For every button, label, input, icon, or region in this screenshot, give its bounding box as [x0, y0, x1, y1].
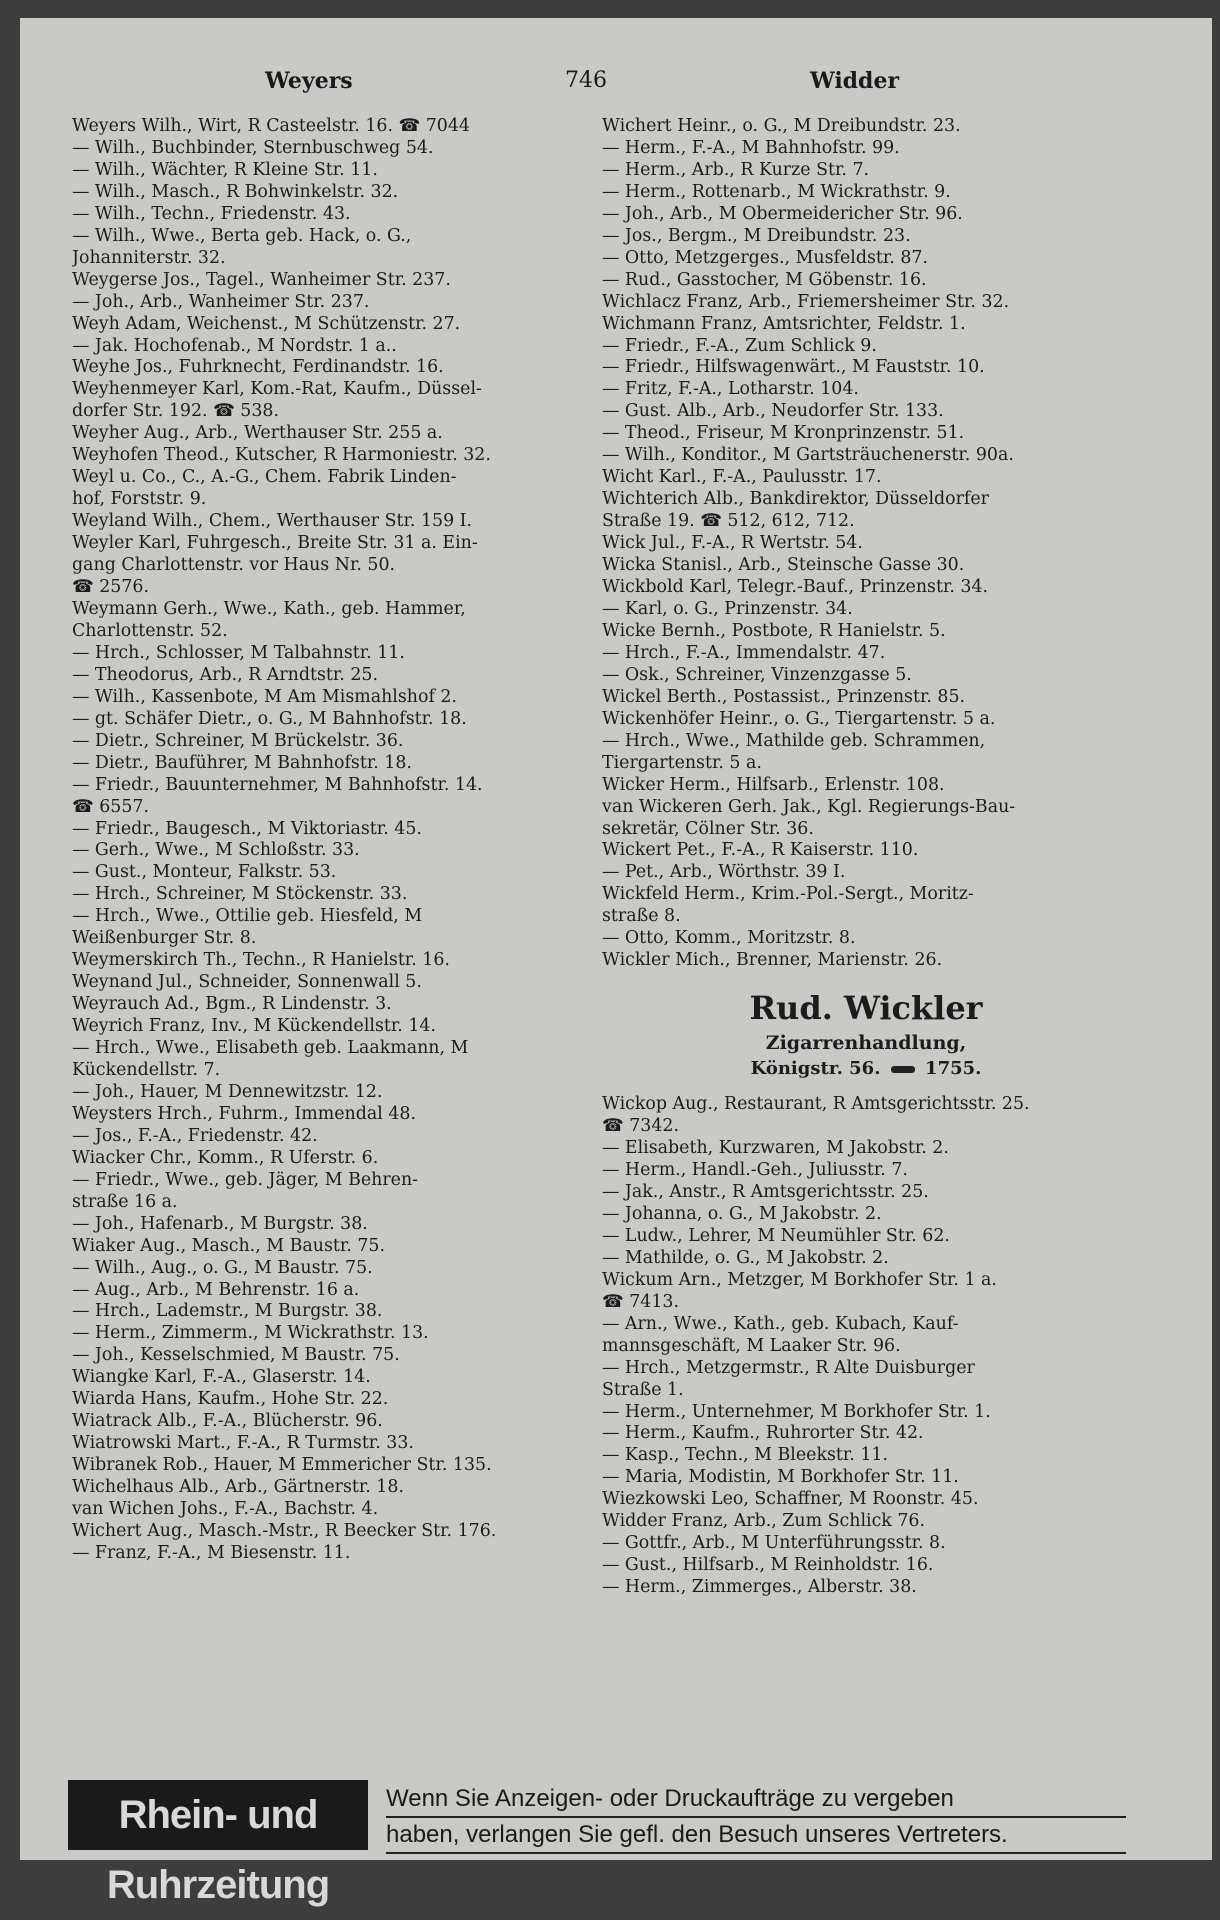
left-column-entry: Kückendellstr. 7.: [72, 1059, 221, 1080]
left-column-entry: Weysters Hrch., Fuhrm., Immendal 48.: [72, 1103, 416, 1124]
footer-advertisement: [68, 1778, 1138, 1907]
left-column-entry: Weyrauch Ad., Bgm., R Lindenstr. 3.: [72, 994, 392, 1015]
right-column-entry: — Elisabeth, Kurzwaren, M Jakobstr. 2.: [602, 1138, 949, 1159]
left-column-entry: — Franz, F.-A., M Biesenstr. 11.: [72, 1542, 351, 1563]
left-column-entry: — Jos., F.-A., Friedenstr. 42.: [72, 1125, 318, 1146]
left-column-entry: — Wilh., Wwe., Berta geb. Hack, o. G.,: [72, 225, 412, 246]
right-column-entry: ☎ 7342.: [602, 1116, 679, 1137]
left-column-entry: — Aug., Arb., M Behrenstr. 16 a.: [72, 1279, 360, 1300]
right-column-entry: — Herm., Kaufm., Ruhrorter Str. 42.: [602, 1423, 924, 1444]
left-column-entry: Weyhenmeyer Karl, Kom.-Rat, Kaufm., Düssel-: [72, 379, 482, 400]
right-column-entry: — Herm., Arb., R Kurze Str. 7.: [602, 159, 870, 180]
right-column: [602, 116, 1130, 1599]
left-column-entry: Weyler Karl, Fuhrgesch., Breite Str. 31 a. Ein-: [72, 533, 478, 554]
right-column-entry: Wicke Bernh., Postbote, R Hanielstr. 5.: [602, 620, 946, 641]
right-column-entry: — Gottfr., Arb., M Unterführungsstr. 8.: [602, 1533, 946, 1554]
right-column-entry: — Herm., Zimmerges., Alberstr. 38.: [602, 1577, 917, 1598]
right-column-entry: Wickert Pet., F.-A., R Kaiserstr. 110.: [602, 840, 919, 861]
left-column-entry: — Gust., Monteur, Falkstr. 53.: [72, 862, 337, 883]
left-column-entry: — Wilh., Masch., R Bohwinkelstr. 32.: [72, 181, 399, 202]
left-column-entry: Weyhofen Theod., Kutscher, R Harmoniestr. 32.: [72, 445, 491, 466]
right-column-entry: — Maria, Modistin, M Borkhofer Str. 11.: [602, 1467, 959, 1488]
left-column-entry: — Hrch., Schreiner, M Stöckenstr. 33.: [72, 884, 408, 905]
right-column-entry: sekretär, Cölner Str. 36.: [602, 818, 814, 839]
right-column-entry: — Johanna, o. G., M Jakobstr. 2.: [602, 1203, 882, 1224]
left-column-entry: — Hrch., Schlosser, M Talbahnstr. 11.: [72, 642, 405, 663]
right-column-entry: — Jak., Anstr., R Amtsgerichtsstr. 25.: [602, 1181, 929, 1202]
left-column-entry: straße 16 a.: [72, 1191, 178, 1212]
left-column-entry: Weyland Wilh., Chem., Werthauser Str. 159 I.: [72, 511, 473, 532]
left-column-entry: gang Charlottenstr. vor Haus Nr. 50.: [72, 555, 396, 576]
right-column-entry: Wickop Aug., Restaurant, R Amtsgerichtsstr. 25.: [602, 1094, 1030, 1115]
footer-text: [386, 1782, 1126, 1854]
left-column-entry: — Friedr., Bauunternehmer, M Bahnhofstr. 14.: [72, 774, 483, 795]
left-column-entry: — Joh., Hauer, M Dennewitzstr. 12.: [72, 1081, 383, 1102]
left-column-entry: Weyers Wilh., Wirt, R Casteelstr. 16. ☎ 7044: [72, 116, 470, 136]
page-number: 746: [565, 68, 607, 93]
left-column-entry: van Wichen Johs., F.-A., Bachstr. 4.: [72, 1499, 379, 1520]
left-column-entry: Johanniterstr. 32.: [72, 247, 226, 268]
right-column-entry: — Otto, Metzgerges., Musfeldstr. 87.: [602, 247, 928, 268]
right-column-entry: — Fritz, F.-A., Lotharstr. 104.: [602, 379, 859, 400]
right-column-entry: — Herm., Unternehmer, M Borkhofer Str. 1.: [602, 1401, 991, 1422]
right-column-entry: — Rud., Gasstocher, M Göbenstr. 16.: [602, 269, 927, 290]
right-column-entry: Wickfeld Herm., Krim.-Pol.-Sergt., Moritz-: [602, 884, 974, 905]
left-column-entry: Weygerse Jos., Tagel., Wanheimer Str. 237.: [72, 269, 451, 290]
ad-title: Rud. Wickler: [749, 989, 983, 1028]
telephone-icon: [891, 1066, 915, 1073]
left-column-entry: — Wilh., Techn., Friedenstr. 43.: [72, 203, 351, 224]
left-column-entry: Wiatrack Alb., F.-A., Blücherstr. 96.: [72, 1411, 383, 1432]
right-column-entry: Wickbold Karl, Telegr.-Bauf., Prinzenstr. 34.: [602, 577, 989, 598]
advertisement: [602, 986, 1130, 1082]
header-right-keyword: Widder: [810, 68, 900, 94]
right-column-entry: mannsgeschäft, M Laaker Str. 96.: [602, 1335, 901, 1356]
left-column-entry: — Friedr., Wwe., geb. Jäger, M Behren-: [72, 1169, 419, 1190]
left-column-entry: — Joh., Hafenarb., M Burgstr. 38.: [72, 1213, 368, 1234]
left-column-entry: Wiacker Chr., Komm., R Uferstr. 6.: [72, 1147, 379, 1168]
left-column-entry: — Hrch., Lademstr., M Burgstr. 38.: [72, 1301, 383, 1322]
right-column-entry: — Friedr., F.-A., Zum Schlick 9.: [602, 335, 877, 356]
left-column-entry: — Wilh., Kassenbote, M Am Mismahlshof 2.: [72, 686, 458, 707]
left-column-entry: — Dietr., Bauführer, M Bahnhofstr. 18.: [72, 752, 412, 773]
right-column-entry: Straße 19. ☎ 512, 612, 712.: [602, 511, 855, 532]
footer-line-2: haben, verlangen Sie gefl. den Besuch unseres Vertreters.: [386, 1818, 1126, 1854]
right-column-entry: Straße 1.: [602, 1379, 684, 1400]
right-column-entry: straße 8.: [602, 906, 681, 927]
left-column-entry: Wiarda Hans, Kaufm., Hohe Str. 22.: [72, 1389, 389, 1410]
right-column-top-entries: [602, 116, 1130, 972]
right-column-entry: van Wickeren Gerh. Jak., Kgl. Regierungs-Bau-: [602, 796, 1016, 817]
right-column-entry: — Friedr., Hilfswagenwärt., M Fauststr. 10.: [602, 357, 985, 378]
newspaper-banner: Rhein- und Ruhrzeitung: [68, 1780, 368, 1850]
left-column-entry: — Joh., Kesselschmied, M Baustr. 75.: [72, 1345, 400, 1366]
right-column-entry: Wickum Arn., Metzger, M Borkhofer Str. 1 a.: [602, 1269, 997, 1290]
right-column-entry: — Wilh., Konditor., M Gartsträuchenerstr. 90a.: [602, 445, 1014, 466]
right-column-entry: Widder Franz, Arb., Zum Schlick 76.: [602, 1511, 926, 1532]
left-column-entry: Wichert Aug., Masch.-Mstr., R Beecker Str. 176.: [72, 1521, 497, 1541]
left-column-entry: — Wilh., Buchbinder, Sternbuschweg 54.: [72, 137, 434, 158]
right-column-entry: — Pet., Arb., Wörthstr. 39 I.: [602, 862, 846, 883]
left-column-entry: Wibranek Rob., Hauer, M Emmericher Str. 135.: [72, 1455, 492, 1476]
right-column-entry: Tiergartenstr. 5 a.: [602, 752, 762, 773]
left-column-entry: Weyher Aug., Arb., Werthauser Str. 255 a.: [72, 423, 443, 444]
right-column-entry: Wichmann Franz, Amtsrichter, Feldstr. 1.: [602, 313, 966, 334]
page-header: [20, 68, 1212, 108]
right-column-entry: — Hrch., F.-A., Immendalstr. 47.: [602, 642, 886, 663]
left-column-entry: Weyh Adam, Weichenst., M Schützenstr. 27.: [72, 313, 461, 334]
right-column-entry: — Joh., Arb., M Obermeidericher Str. 96.: [602, 203, 963, 224]
left-column-entry: Weyrich Franz, Inv., M Kückendellstr. 14.: [72, 1016, 436, 1037]
right-column-entry: — Jos., Bergm., M Dreibundstr. 23.: [602, 225, 911, 246]
directory-page: [20, 18, 1212, 1907]
left-column-entry: — gt. Schäfer Dietr., o. G., M Bahnhofstr. 18.: [72, 708, 467, 729]
right-column-entry: — Kasp., Techn., M Bleekstr. 11.: [602, 1445, 889, 1466]
right-column-entry: — Karl, o. G., Prinzenstr. 34.: [602, 598, 853, 619]
right-column-entry: — Hrch., Wwe., Mathilde geb. Schrammen,: [602, 730, 986, 751]
right-column-entry: Wickenhöfer Heinr., o. G., Tiergartenstr. 5 a.: [602, 708, 996, 729]
right-column-entry: — Herm., Rottenarb., M Wickrathstr. 9.: [602, 181, 951, 202]
right-column-entry: Wichlacz Franz, Arb., Friemersheimer Str. 32.: [602, 291, 1010, 312]
right-column-entry: — Ludw., Lehrer, M Neumühler Str. 62.: [602, 1225, 950, 1246]
left-column-entry: Weißenburger Str. 8.: [72, 928, 257, 949]
right-column-entry: — Arn., Wwe., Kath., geb. Kubach, Kauf-: [602, 1313, 959, 1334]
right-column-entry: — Otto, Komm., Moritzstr. 8.: [602, 928, 856, 949]
right-column-entry: Wickler Mich., Brenner, Marienstr. 26.: [602, 950, 943, 971]
left-column-entry: Weymann Gerh., Wwe., Kath., geb. Hammer,: [72, 598, 466, 619]
right-column-entry: Wicker Herm., Hilfsarb., Erlenstr. 108.: [602, 774, 945, 795]
left-column-entry: — Herm., Zimmerm., M Wickrathstr. 13.: [72, 1323, 429, 1344]
right-column-bottom-entries: [602, 1094, 1130, 1599]
right-column-entry: Wick Jul., F.-A., R Wertstr. 54.: [602, 533, 863, 554]
left-column-entry: Weyl u. Co., C., A.-G., Chem. Fabrik Linden-: [72, 467, 457, 488]
left-column-entry: — Friedr., Baugesch., M Viktoriastr. 45.: [72, 818, 422, 839]
right-column-entry: — Mathilde, o. G., M Jakobstr. 2.: [602, 1247, 889, 1268]
left-column-entry: — Wilh., Aug., o. G., M Baustr. 75.: [72, 1257, 373, 1278]
left-column: [72, 116, 582, 1565]
right-column-entry: — Gust., Hilfsarb., M Reinholdstr. 16.: [602, 1555, 934, 1576]
right-column-entry: — Herm., F.-A., M Bahnhofstr. 99.: [602, 137, 900, 158]
right-column-entry: — Osk., Schreiner, Vinzenzgasse 5.: [602, 664, 912, 685]
ad-address-line: [602, 1056, 1130, 1082]
right-column-entry: Wicht Karl., F.-A., Paulusstr. 17.: [602, 467, 882, 488]
right-column-entry: — Gust. Alb., Arb., Neudorfer Str. 133.: [602, 401, 944, 422]
left-column-entry: Wiatrowski Mart., F.-A., R Turmstr. 33.: [72, 1433, 414, 1454]
right-column-entry: — Hrch., Metzgermstr., R Alte Duisburger: [602, 1357, 975, 1378]
right-column-entry: ☎ 7413.: [602, 1291, 679, 1312]
left-column-entry: Weymerskirch Th., Techn., R Hanielstr. 16.: [72, 950, 450, 971]
left-column-entry: — Hrch., Wwe., Ottilie geb. Hiesfeld, M: [72, 906, 423, 927]
left-column-entry: Weynand Jul., Schneider, Sonnenwall 5.: [72, 972, 422, 993]
left-column-entry: — Hrch., Wwe., Elisabeth geb. Laakmann, M: [72, 1038, 469, 1059]
left-column-entry: Wichelhaus Alb., Arb., Gärtnerstr. 18.: [72, 1477, 404, 1498]
left-column-entry: Wiaker Aug., Masch., M Baustr. 75.: [72, 1235, 385, 1256]
left-column-entry: Weyhe Jos., Fuhrknecht, Ferdinandstr. 16.: [72, 357, 444, 378]
ad-phone: 1755.: [925, 1058, 982, 1080]
ad-address: Königstr. 56.: [750, 1058, 881, 1080]
left-column-entry: — Joh., Arb., Wanheimer Str. 237.: [72, 291, 370, 312]
left-column-entry: Charlottenstr. 52.: [72, 620, 228, 641]
left-column-entry: — Wilh., Wächter, R Kleine Str. 11.: [72, 159, 378, 180]
left-column-entry: Wiangke Karl, F.-A., Glaserstr. 14.: [72, 1367, 371, 1388]
left-column-entry: — Dietr., Schreiner, M Brückelstr. 36.: [72, 730, 404, 751]
ad-subtitle: Zigarrenhandlung,: [765, 1032, 967, 1055]
left-column-entry: ☎ 6557.: [72, 796, 149, 817]
footer-line-1: Wenn Sie Anzeigen- oder Druckaufträge zu vergeben: [386, 1782, 1126, 1818]
right-column-entry: Wichert Heinr., o. G., M Dreibundstr. 23.: [602, 116, 961, 136]
left-column-entry: ☎ 2576.: [72, 577, 149, 598]
right-column-entry: Wiezkowski Leo, Schaffner, M Roonstr. 45.: [602, 1489, 979, 1510]
left-column-entry: hof, Forststr. 9.: [72, 489, 207, 510]
right-column-entry: Wichterich Alb., Bankdirektor, Düsseldorfer: [602, 489, 989, 510]
left-column-entry: — Theodorus, Arb., R Arndtstr. 25.: [72, 664, 379, 685]
right-column-entry: Wickel Berth., Postassist., Prinzenstr. 85.: [602, 686, 966, 707]
header-left-keyword: Weyers: [265, 68, 353, 94]
right-column-entry: — Herm., Handl.-Geh., Juliusstr. 7.: [602, 1160, 908, 1181]
left-column-entry: — Gerh., Wwe., M Schloßstr. 33.: [72, 840, 360, 861]
left-column-entry: dorfer Str. 192. ☎ 538.: [72, 401, 280, 422]
right-column-entry: Wicka Stanisl., Arb., Steinsche Gasse 30.: [602, 555, 965, 576]
left-column-entry: — Jak. Hochofenab., M Nordstr. 1 a..: [72, 335, 397, 356]
right-column-entry: — Theod., Friseur, M Kronprinzenstr. 51.: [602, 423, 965, 444]
